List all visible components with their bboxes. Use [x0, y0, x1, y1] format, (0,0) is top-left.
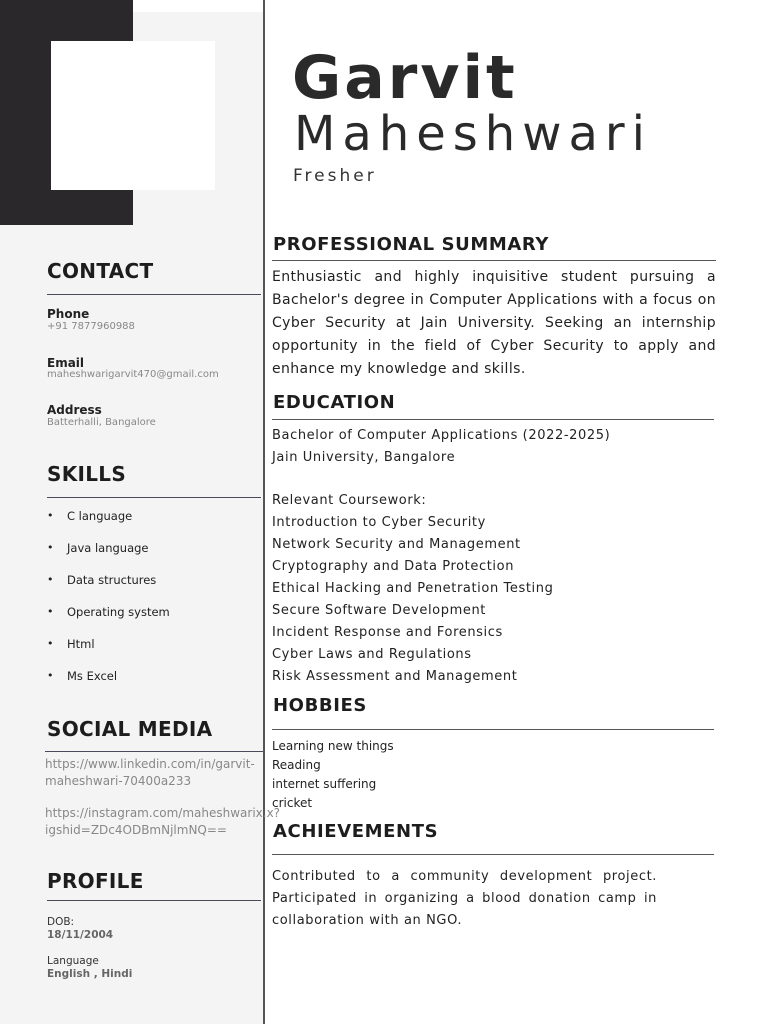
address-value: Batterhalli, Bangalore: [47, 417, 156, 428]
bullet-icon: •: [47, 509, 54, 522]
degree: Bachelor of Computer Applications (2022-2025): [272, 428, 611, 443]
education-heading: EDUCATION: [273, 392, 396, 413]
coursework-item: Ethical Hacking and Penetration Testing: [272, 581, 554, 596]
hobby-item: Learning new things: [272, 739, 394, 753]
profile-rule: [47, 900, 261, 901]
hobbies-heading: HOBBIES: [273, 695, 367, 716]
instagram-link[interactable]: https://instagram.com/maheshwarix.x?igshid=ZDc4ODBmNjlmNQ==: [45, 806, 281, 837]
coursework-item: Introduction to Cyber Security: [272, 515, 486, 530]
social-heading: SOCIAL MEDIA: [47, 717, 213, 741]
vertical-divider: [263, 0, 265, 1024]
skills-rule: [47, 497, 261, 498]
achievements-heading: ACHIEVEMENTS: [273, 821, 439, 842]
email-label: Email: [47, 356, 85, 370]
summary-text: Enthusiastic and highly inquisitive student pursuing a Bachelor's degree in Computer Applications with a focus on Cyber Security at Jain University. Seeking an internship opportunity in the field of Cyber Security to apply and enhance my knowledge and skills.: [272, 269, 716, 377]
summary-rule: [272, 260, 716, 261]
coursework-item: Incident Response and Forensics: [272, 625, 503, 640]
university: Jain University, Bangalore: [272, 450, 456, 465]
achievements-rule: [272, 854, 714, 855]
coursework-label: Relevant Coursework:: [272, 493, 427, 508]
hobby-item: Reading: [272, 758, 321, 772]
coursework-item: Risk Assessment and Management: [272, 669, 518, 684]
coursework-item: Cyber Laws and Regulations: [272, 647, 472, 662]
last-name: Maheshwari: [294, 106, 652, 162]
phone-value: +91 7877960988: [47, 321, 135, 332]
profile-heading: PROFILE: [47, 869, 144, 893]
list-item: • Ms Excel: [47, 669, 118, 683]
sidebar-top-strip: [133, 0, 263, 12]
bullet-icon: •: [47, 605, 54, 618]
linkedin-link[interactable]: https://www.linkedin.com/in/garvit-maheshwari-70400a233: [45, 757, 255, 788]
address-label: Address: [47, 403, 102, 417]
profile-photo: [51, 41, 215, 190]
achievements-text: Contributed to a community development project. Participated in organizing a blood donation camp in collaboration with an NGO.: [272, 869, 657, 928]
email-value: maheshwarigarvit470@gmail.com: [47, 369, 219, 380]
first-name: Garvit: [292, 43, 518, 113]
dob-label: DOB:: [47, 916, 75, 928]
bullet-icon: •: [47, 637, 54, 650]
coursework-item: Cryptography and Data Protection: [272, 559, 515, 574]
list-item: • Operating system: [47, 605, 170, 619]
hobby-item: internet suffering: [272, 777, 377, 791]
list-item: • Java language: [47, 541, 149, 555]
hobby-item: cricket: [272, 796, 313, 810]
list-item: • Html: [47, 637, 95, 651]
skills-heading: SKILLS: [47, 462, 127, 486]
coursework-item: Network Security and Management: [272, 537, 521, 552]
job-role: Fresher: [293, 166, 377, 186]
contact-rule: [47, 294, 261, 295]
hobbies-rule: [272, 729, 714, 730]
contact-heading: CONTACT: [47, 259, 154, 283]
list-item: • C language: [47, 509, 133, 523]
language-label: Language: [47, 955, 99, 967]
dob-value: 18/11/2004: [47, 929, 114, 941]
bullet-icon: •: [47, 573, 54, 586]
language-value: English , Hindi: [47, 968, 133, 980]
summary-heading: PROFESSIONAL SUMMARY: [273, 234, 550, 255]
coursework-item: Secure Software Development: [272, 603, 486, 618]
bullet-icon: •: [47, 669, 54, 682]
social-rule: [45, 751, 263, 752]
education-rule: [272, 419, 714, 420]
list-item: • Data structures: [47, 573, 157, 587]
skills-list: [47, 508, 170, 700]
phone-label: Phone: [47, 307, 90, 321]
bullet-icon: •: [47, 541, 54, 554]
